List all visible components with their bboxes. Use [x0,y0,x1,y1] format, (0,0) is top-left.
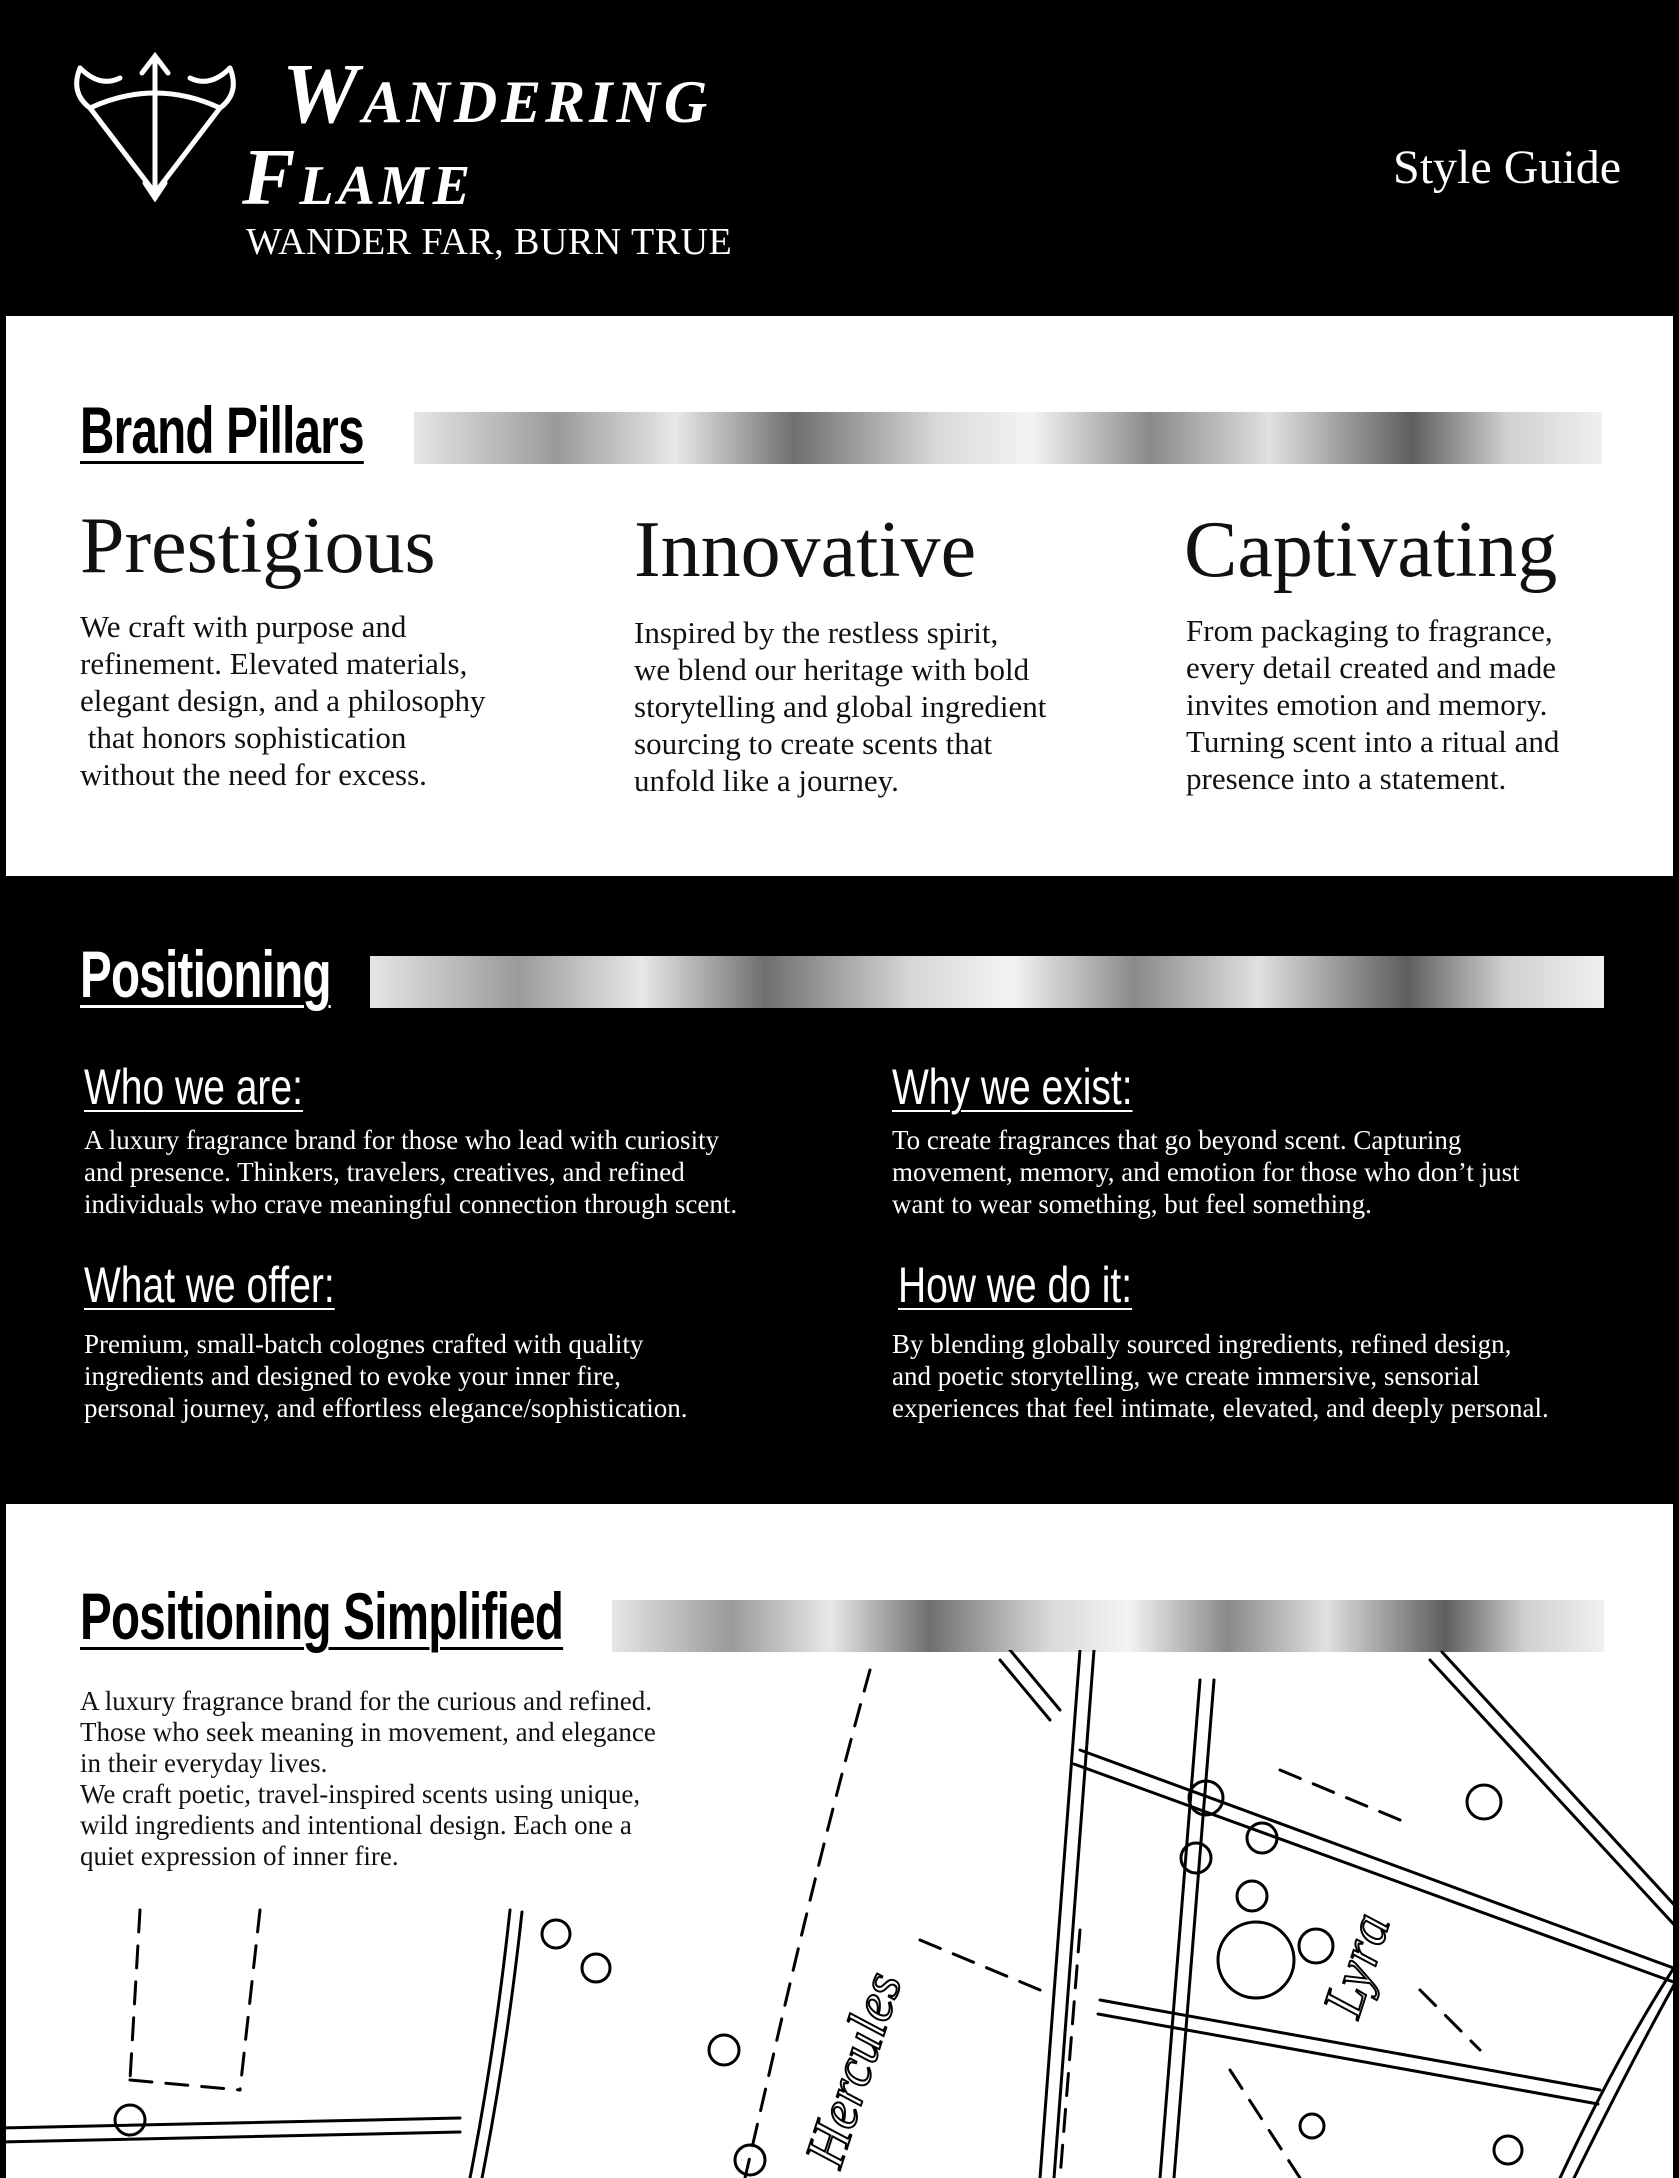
body-line: Turning scent into a ritual and [1186,724,1560,759]
body-line: storytelling and global ingredient [634,689,1047,724]
body-line: quiet expression of inner fire. [80,1841,399,1871]
brand-name-line1: Wandering [282,45,712,141]
body-line: Premium, small-batch colognes crafted with quality [84,1329,644,1359]
body-line: want to wear something, but feel something. [892,1189,1372,1219]
body-line: To create fragrances that go beyond scent. Capturing [892,1125,1462,1155]
heading-how-we-do-it: How we do it: [898,1257,1133,1313]
brand-name-line2: Flame [242,134,475,222]
section-title-brand-pillars: Brand Pillars [80,393,364,467]
bow-and-arrow-icon [60,48,250,208]
chrome-divider-bar [414,412,1602,464]
heading-who-we-are: Who we are: [84,1059,303,1115]
body-line: we blend our heritage with bold [634,652,1030,687]
body-line: wild ingredients and intentional design. Each one a [80,1810,632,1840]
body-line: By blending globally sourced ingredients, refined design, [892,1329,1512,1359]
pillar-body-innovative [634,614,1154,799]
body-line: We craft with purpose and [80,609,407,644]
body-line: every detail created and made [1186,650,1557,685]
body-line: From packaging to fragrance, [1186,613,1553,648]
body-line: without the need for excess. [80,757,427,792]
body-line: A luxury fragrance brand for the curious and refined. [80,1686,653,1716]
body-line: Those who seek meaning in movement, and elegance [80,1717,656,1747]
section-title-positioning: Positioning [80,937,331,1011]
pillar-body-prestigious [80,608,600,793]
body-line: and poetic storytelling, we create immersive, sensorial [892,1361,1480,1391]
body-how-we-do-it [892,1328,1652,1424]
body-what-we-offer [84,1328,864,1424]
body-line: in their everyday lives. [80,1748,328,1778]
body-line: invites emotion and memory. [1186,687,1548,722]
body-line: presence into a statement. [1186,761,1507,796]
body-line: elegant design, and a philosophy [80,683,486,718]
chrome-divider-bar [612,1600,1604,1652]
map-label-lyra: Lyra [1311,1905,1403,2025]
body-line: movement, memory, and emotion for those who don’t just [892,1157,1520,1187]
heading-what-we-offer: What we offer: [84,1257,335,1313]
body-line: ingredients and designed to evoke your inner fire, [84,1361,621,1391]
pillar-body-captivating [1186,612,1646,797]
body-line: We craft poetic, travel-inspired scents using unique, [80,1779,641,1809]
pillar-title-captivating: Captivating [1184,506,1558,594]
body-line: that honors sophistication [80,720,407,755]
document-type-label: Style Guide [1393,141,1621,194]
body-line: and presence. Thinkers, travelers, creatives, and refined [84,1157,685,1187]
pillar-title-prestigious: Prestigious [80,502,436,590]
header-band [0,0,1679,316]
body-line: sourcing to create scents that [634,726,993,761]
body-who-we-are [84,1124,864,1220]
body-line: Inspired by the restless spirit, [634,615,999,650]
body-positioning-simplified [80,1686,720,1872]
section-title-positioning-simplified: Positioning Simplified [80,1579,564,1653]
map-label-hercules: Hercules [793,1964,915,2175]
heading-why-we-exist: Why we exist: [892,1059,1133,1115]
body-line: A luxury fragrance brand for those who lead with curiosity [84,1125,720,1155]
body-line: refinement. Elevated materials, [80,646,468,681]
body-line: unfold like a journey. [634,763,899,798]
body-line: experiences that feel intimate, elevated, and deeply personal. [892,1393,1549,1423]
brand-tagline: WANDER FAR, BURN TRUE [246,221,733,263]
body-line: personal journey, and effortless elegance/sophistication. [84,1393,688,1423]
chrome-divider-bar [370,956,1604,1008]
body-why-we-exist [892,1124,1652,1220]
body-line: individuals who crave meaningful connection through scent. [84,1189,738,1219]
pillar-title-innovative: Innovative [634,506,977,594]
